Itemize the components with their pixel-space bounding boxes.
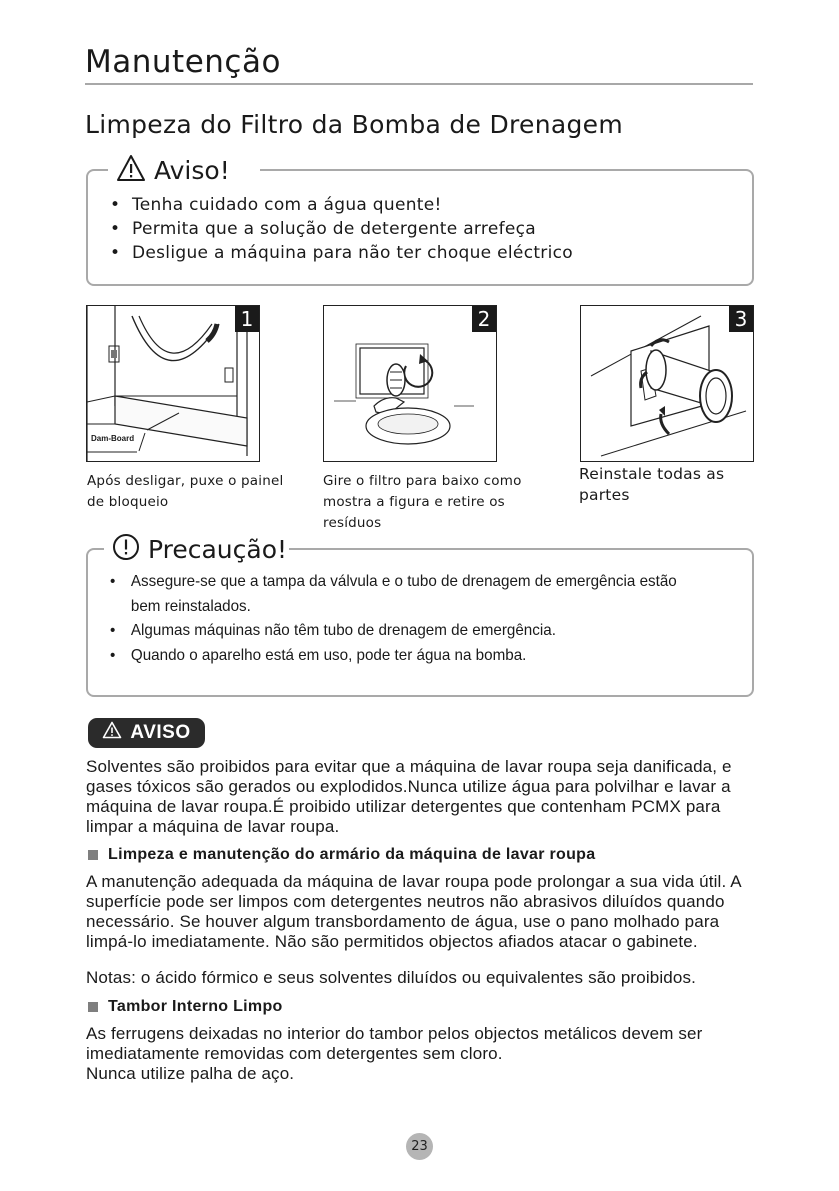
drum-heading-text: Tambor Interno Limpo: [108, 998, 283, 1015]
aviso-label: AVISO: [130, 722, 191, 743]
cabinet-heading-text: Limpeza e manutenção do armário da máquina de lavar roupa: [108, 846, 596, 863]
warning-triangle-icon: [102, 721, 122, 745]
section-divider: [85, 83, 753, 85]
drum-paragraph: As ferrugens deixadas no interior do tambor pelos objectos metálicos devem ser imediatamente removidas com detergentes sem cloro.: [86, 1024, 703, 1063]
section-title: Manutenção: [85, 44, 281, 80]
figure-1-image: [86, 305, 260, 462]
list-item: • Assegure-se que a tampa da válvula e o tubo de drenagem de emergência estão bem reinstalados.: [110, 570, 694, 619]
warning-list: [110, 193, 573, 265]
aviso-badge: [88, 718, 205, 748]
exclamation-circle-icon: [112, 533, 140, 565]
warning-triangle-icon: [116, 154, 146, 186]
figure-number: 3: [729, 306, 753, 332]
list-item: • Desligue a máquina para não ter choque eléctrico: [110, 241, 573, 265]
cabinet-heading: [88, 846, 595, 864]
square-bullet-icon: [88, 850, 98, 860]
list-item: • Quando o aparelho está em uso, pode ter água na bomba.: [110, 644, 694, 669]
figure-1-caption: Após desligar, puxe o painel de bloqueio: [87, 473, 284, 510]
drum-note: Nunca utilize palha de aço.: [86, 1064, 295, 1083]
caution-box-header: [104, 530, 289, 568]
figure-number: 1: [235, 306, 259, 332]
solvent-paragraph: Solventes são proibidos para evitar que a máquina de lavar roupa seja danificada, e gases tóxicos são gerados ou explodidos.Nunca utilize água para polvilhar e lavar a máquina de lavar roupa.É proibido utilizar detergentes que contenham PCMX para limpar a máquina de lavar roupa.: [86, 757, 732, 836]
figure-3-caption: Reinstale todas as partes: [579, 465, 725, 504]
figure-2-image: [323, 305, 497, 462]
list-item: • Tenha cuidado com a água quente!: [110, 193, 573, 217]
warning-title: Aviso!: [154, 155, 230, 185]
cabinet-paragraph: A manutenção adequada da máquina de lavar roupa pode prolongar a sua vida útil. A superfície pode ser limpos com detergentes neutros não abrasivos diluídos quando necessário. Se houver algum transbordamento de água, use o pano molhado para limpá-lo imediatamente. Não são permitidos objectos afiados atacar o gabinete.: [86, 872, 741, 951]
warning-box-header: [108, 150, 260, 190]
subsection-title: Limpeza do Filtro da Bomba de Drenagem: [85, 110, 623, 139]
figure-2-caption: Gire o filtro para baixo como mostra a figura e retire os resíduos: [323, 473, 522, 531]
cabinet-note: Notas: o ácido fórmico e seus solventes diluídos ou equivalentes são proibidos.: [86, 968, 697, 987]
caution-title: Precaução!: [148, 534, 288, 564]
list-item: • Algumas máquinas não têm tubo de drenagem de emergência.: [110, 619, 694, 644]
figure-number: 2: [472, 306, 496, 332]
drum-heading: [88, 998, 283, 1016]
dam-board-label: Dam-Board: [91, 434, 135, 443]
square-bullet-icon: [88, 1002, 98, 1012]
caution-list: [110, 570, 694, 668]
page-number: 23: [406, 1133, 433, 1160]
list-item: • Permita que a solução de detergente arrefeça: [110, 217, 573, 241]
figure-3-image: [580, 305, 754, 462]
